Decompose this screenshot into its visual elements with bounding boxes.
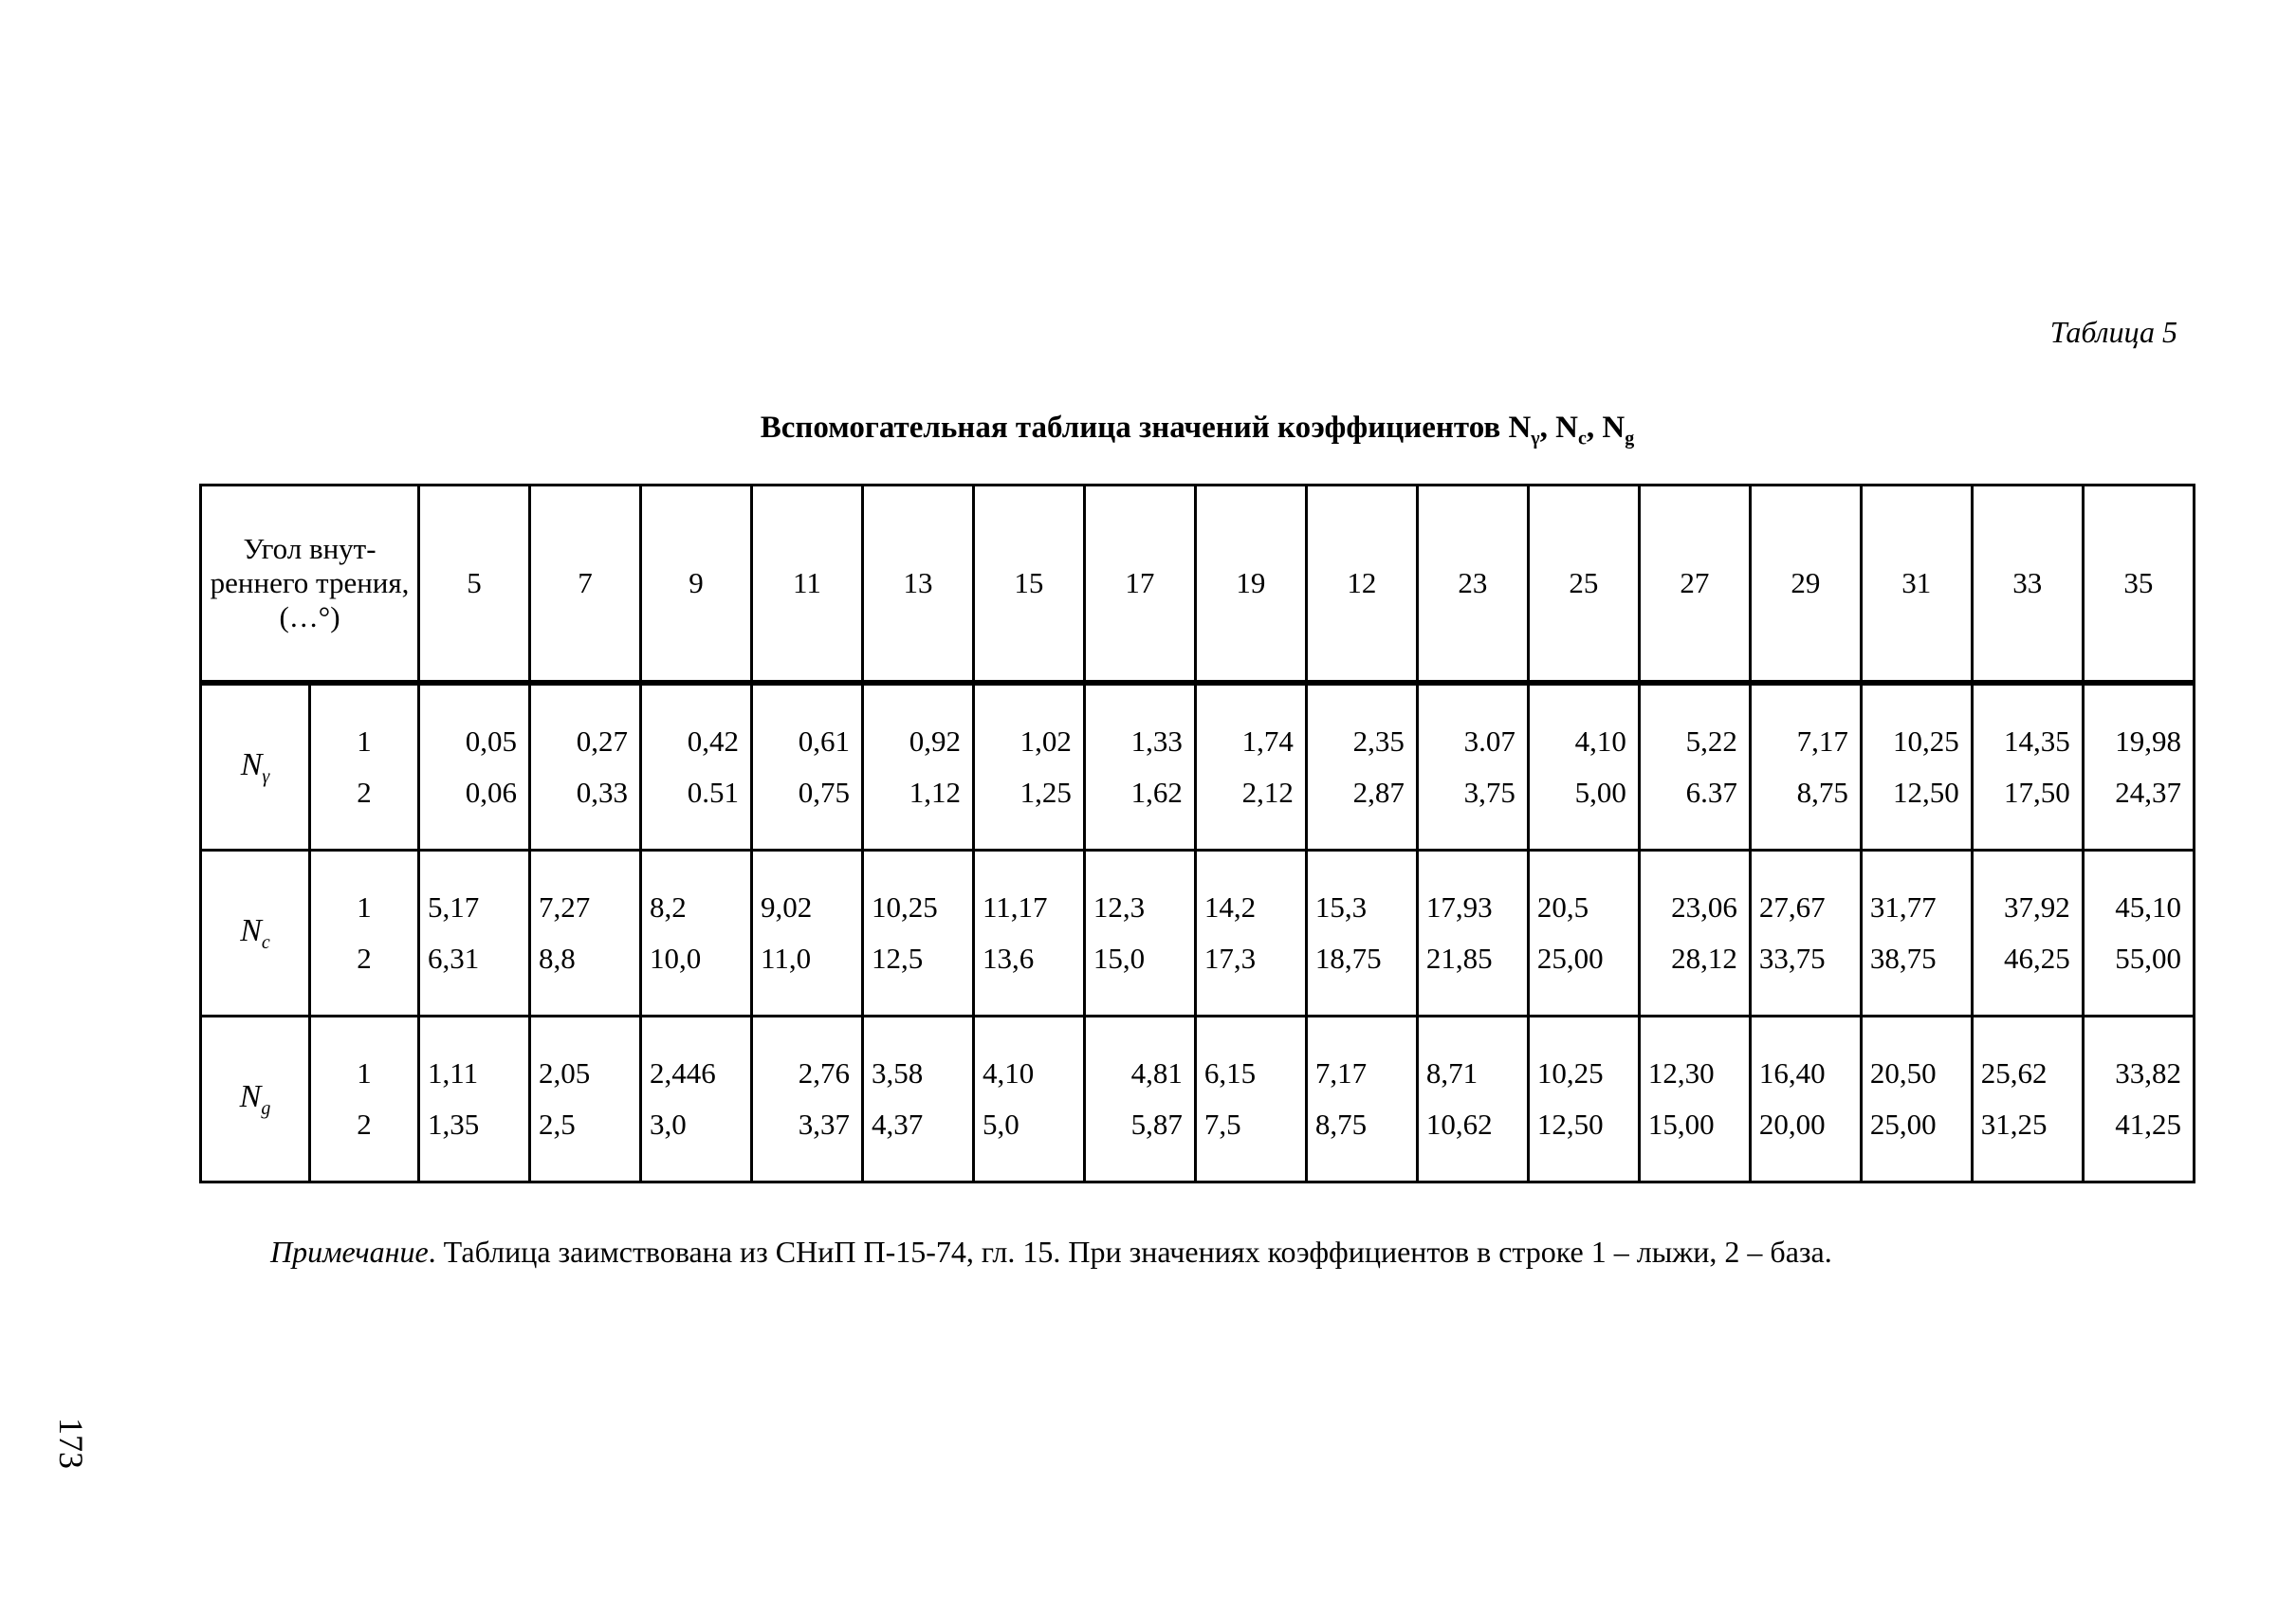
angle-cell: 25	[1528, 486, 1639, 684]
value-cell: 20,50 25,00	[1861, 1017, 1972, 1182]
value-cell: 10,25 12,50	[1528, 1017, 1639, 1182]
value-cell: 45,10 55,00	[2083, 851, 2194, 1017]
value-cell: 7,27 8,8	[530, 851, 641, 1017]
value-cell: 19,98 24,37	[2083, 683, 2194, 851]
value-cell: 2,35 2,87	[1306, 683, 1417, 851]
table-body	[201, 683, 2195, 1182]
value-cell: 0,42 0.51	[640, 683, 751, 851]
header-row	[201, 486, 2195, 684]
value-cell: 5,17 6,31	[419, 851, 530, 1017]
angle-cell: 15	[973, 486, 1084, 684]
value-cell: 17,93 21,85	[1417, 851, 1528, 1017]
value-cell: 10,25 12,50	[1861, 683, 1972, 851]
value-cell: 14,35 17,50	[1972, 683, 2083, 851]
angle-cell: 9	[640, 486, 751, 684]
row-index: 1 2	[310, 851, 419, 1017]
value-cell: 6,15 7,5	[1195, 1017, 1306, 1182]
value-cell: 11,17 13,6	[973, 851, 1084, 1017]
value-cell: 4,10 5,0	[973, 1017, 1084, 1182]
value-cell: 3.07 3,75	[1417, 683, 1528, 851]
value-cell: 2,05 2,5	[530, 1017, 641, 1182]
value-cell: 7,17 8,75	[1306, 1017, 1417, 1182]
value-cell: 2,76 3,37	[751, 1017, 862, 1182]
value-cell: 9,02 11,0	[751, 851, 862, 1017]
value-cell: 0,27 0,33	[530, 683, 641, 851]
value-cell: 1,33 1,62	[1084, 683, 1195, 851]
row-index: 1 2	[310, 683, 419, 851]
value-cell: 8,71 10,62	[1417, 1017, 1528, 1182]
value-cell: 10,25 12,5	[862, 851, 973, 1017]
value-cell: 25,62 31,25	[1972, 1017, 2083, 1182]
coef-name: $N_g$	[201, 1017, 310, 1182]
value-cell: 27,67 33,75	[1750, 851, 1861, 1017]
table-note	[270, 1235, 1832, 1270]
value-cell: 4,10 5,00	[1528, 683, 1639, 851]
angle-cell: 23	[1417, 486, 1528, 684]
value-cell: 1,74 2,12	[1195, 683, 1306, 851]
angle-cell: 7	[530, 486, 641, 684]
angle-cell: 13	[862, 486, 973, 684]
coef-row	[201, 1017, 2195, 1182]
value-cell: 33,82 41,25	[2083, 1017, 2194, 1182]
angle-cell: 31	[1861, 486, 1972, 684]
coef-row	[201, 683, 2195, 851]
coef-row	[201, 851, 2195, 1017]
value-cell: 5,22 6.37	[1639, 683, 1750, 851]
row-index: 1 2	[310, 1017, 419, 1182]
coefficient-table	[199, 484, 2195, 1183]
note-text: . Таблица заимствована из СНиП П-15-74, гл. 15. При значениях коэффициентов в строке 1 – лыжи, 2 – база.	[428, 1235, 1832, 1269]
value-cell: 23,06 28,12	[1639, 851, 1750, 1017]
value-cell: 2,446 3,0	[640, 1017, 751, 1182]
angle-cell: 29	[1750, 486, 1861, 684]
table-label: Таблица 5	[2049, 315, 2177, 349]
angle-cell: 12	[1306, 486, 1417, 684]
value-cell: 14,2 17,3	[1195, 851, 1306, 1017]
angle-cell: 11	[751, 486, 862, 684]
value-cell: 7,17 8,75	[1750, 683, 1861, 851]
value-cell: 1,02 1,25	[973, 683, 1084, 851]
angle-cell: 19	[1195, 486, 1306, 684]
page-number: 173	[52, 1418, 90, 1469]
value-cell: 16,40 20,00	[1750, 1017, 1861, 1182]
value-cell: 37,92 46,25	[1972, 851, 2083, 1017]
value-cell: 15,3 18,75	[1306, 851, 1417, 1017]
angle-cell: 5	[419, 486, 530, 684]
angle-cell: 33	[1972, 486, 2083, 684]
value-cell: 12,3 15,0	[1084, 851, 1195, 1017]
coef-name: $N_c$	[201, 851, 310, 1017]
value-cell: 0,92 1,12	[862, 683, 973, 851]
value-cell: 8,2 10,0	[640, 851, 751, 1017]
value-cell: 4,81 5,87	[1084, 1017, 1195, 1182]
value-cell: 20,5 25,00	[1528, 851, 1639, 1017]
note-label: Примечание	[270, 1235, 429, 1269]
value-cell: 0,61 0,75	[751, 683, 862, 851]
angle-header: Угол внут-реннего трения, (…°)	[201, 486, 419, 684]
value-cell: 3,58 4,37	[862, 1017, 973, 1182]
angle-cell: 35	[2083, 486, 2194, 684]
value-cell: 0,05 0,06	[419, 683, 530, 851]
angle-cell: 17	[1084, 486, 1195, 684]
coef-name: $N_\gamma$	[201, 683, 310, 851]
value-cell: 31,77 38,75	[1861, 851, 1972, 1017]
value-cell: 1,11 1,35	[419, 1017, 530, 1182]
angle-cell: 27	[1639, 486, 1750, 684]
value-cell: 12,30 15,00	[1639, 1017, 1750, 1182]
table-title: Вспомогательная таблица значений коэффициентов $N_\gamma$, $N_c$, $N_g$	[760, 411, 1635, 449]
